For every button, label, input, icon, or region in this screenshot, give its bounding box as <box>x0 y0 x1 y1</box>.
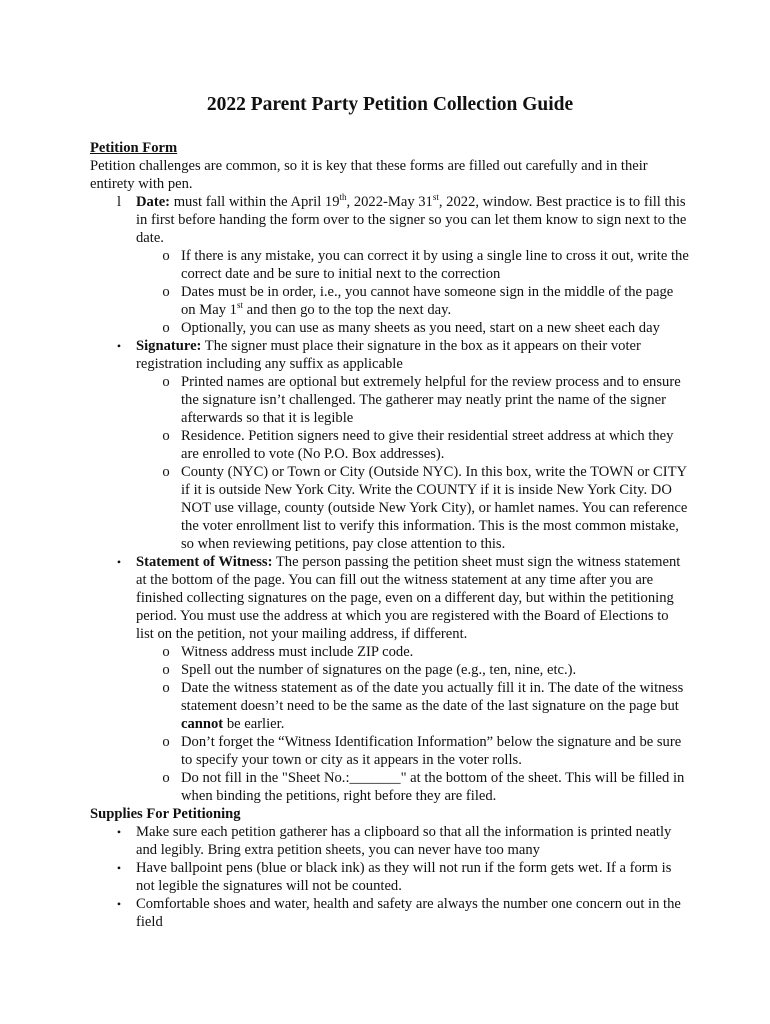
signature-label: Signature: <box>136 338 202 354</box>
list-marker: • <box>116 861 122 875</box>
sublist-item <box>136 661 690 679</box>
sublist-text: County (NYC) or Town or City (Outside NYC). In this box, write the TOWN or CITY if it is outside New York City. Write the COUNTY if it is inside New York City. DO NOT use village, county (outside New York City), or hamlet names. You can reference the voter enrollment list to verify this information. This is the most common mistake, so when reviewing petitions, pay close attention to this. <box>181 464 688 552</box>
list-marker: • <box>116 897 122 911</box>
list-item <box>90 823 690 859</box>
sublist-item <box>136 319 690 337</box>
sublist-text: Dates must be in order, i.e., you cannot have someone sign in the middle of the page on May 1 <box>181 284 674 318</box>
list-marker: • <box>116 339 122 353</box>
sublist-text: Spell out the number of signatures on the page (e.g., ten, nine, etc.). <box>181 662 577 678</box>
sublist-item <box>136 373 690 427</box>
sublist-item <box>136 733 690 769</box>
list-item-text: Have ballpoint pens (blue or black ink) as they will not run if the form gets wet. If a form is not legible the signatures will not be counted. <box>136 860 672 894</box>
sub-bullet-marker: o <box>162 644 170 660</box>
sublist-emphasis: cannot <box>181 716 224 732</box>
date-sup: st <box>432 192 439 203</box>
sub-bullet-marker: o <box>162 464 170 480</box>
sub-bullet-marker: o <box>162 734 170 750</box>
sublist-text: Date the witness statement as of the date you actually fill it in. The date of the witness statement doesn’t need to be the same as the date of the last signature on the page but <box>181 680 684 714</box>
date-label: Date: <box>136 194 171 210</box>
sublist-text: be earlier. <box>223 716 285 732</box>
sublist-text: Witness address must include ZIP code. <box>181 644 414 660</box>
petition-form-heading: Petition Form <box>90 140 178 156</box>
sublist-item <box>136 463 690 553</box>
sub-bullet-marker: o <box>162 320 170 336</box>
supplies-list <box>90 823 690 931</box>
witness-label: Statement of Witness: <box>136 554 273 570</box>
list-item-date <box>90 193 690 337</box>
sublist-item <box>136 283 690 319</box>
list-item-text: Make sure each petition gatherer has a clipboard so that all the information is printed neatly and legibly. Bring extra petition sheets, you can never have too many <box>136 824 672 858</box>
document-page <box>90 93 690 931</box>
list-item <box>90 859 690 895</box>
signature-text: The signer must place their signature in the box as it appears on their voter registration including any suffix as applicable <box>136 338 641 372</box>
date-sublist <box>136 247 690 337</box>
sublist-text: Do not fill in the "Sheet No.:_______" at the bottom of the sheet. This will be filled in when binding the petitions, right before they are filed. <box>181 770 685 804</box>
sublist-text: Don’t forget the “Witness Identification Information” below the signature and be sure to specify your town or city as it appears in the voter rolls. <box>181 734 682 768</box>
sub-bullet-marker: o <box>162 680 170 696</box>
sub-bullet-marker: o <box>162 662 170 678</box>
list-item-witness <box>90 553 690 805</box>
list-item-signature <box>90 337 690 553</box>
sublist-item <box>136 769 690 805</box>
sublist-text: and then go to the top the next day. <box>242 302 452 318</box>
date-text: , 2022, window. Best practice is to fill this in first before handing the form over to the signer so you can let them know to sign next to the date. <box>136 194 687 246</box>
witness-sublist <box>136 643 690 805</box>
sublist-item <box>136 679 690 733</box>
signature-sublist <box>136 373 690 553</box>
list-marker: • <box>116 555 122 569</box>
sub-bullet-marker: o <box>162 374 170 390</box>
sublist-item <box>136 247 690 283</box>
sub-bullet-marker: o <box>162 428 170 444</box>
sublist-text: Residence. Petition signers need to give their residential street address at which they are enrolled to vote (No P.O. Box addresses). <box>181 428 674 462</box>
supplies-heading: Supplies For Petitioning <box>90 806 241 822</box>
sublist-sup: st <box>236 300 243 311</box>
list-item-text: Comfortable shoes and water, health and safety are always the number one concern out in the field <box>136 896 681 930</box>
sublist-text: Optionally, you can use as many sheets as you need, start on a new sheet each day <box>181 320 660 336</box>
list-marker: • <box>116 825 122 839</box>
sub-bullet-marker: o <box>162 284 170 300</box>
sub-bullet-marker: o <box>162 248 170 264</box>
date-text: , 2022-May 31 <box>346 194 433 210</box>
petition-form-list <box>90 193 690 805</box>
list-item <box>90 895 690 931</box>
page-title: 2022 Parent Party Petition Collection Guide <box>206 94 574 115</box>
sublist-text: Printed names are optional but extremely helpful for the review process and to ensure the signature isn’t challenged. The gatherer may neatly print the name of the signer afterwards so that it is legible <box>181 374 681 426</box>
date-sup: th <box>339 192 347 203</box>
date-text: must fall within the April 19 <box>170 194 340 210</box>
witness-text: The person passing the petition sheet must sign the witness statement at the bottom of the page. You can fill out the witness statement at any time after you are finished collecting signatures on the page, even on a different day, but within the petitioning period. You must use the address at which you are registered with the Board of Elections to list on the petition, not your mailing address, if different. <box>136 554 681 642</box>
sublist-text: If there is any mistake, you can correct it by using a single line to cross it out, write the correct date and be sure to initial next to the correction <box>181 248 689 282</box>
list-marker: l <box>116 194 122 210</box>
sublist-item <box>136 427 690 463</box>
petition-form-intro: Petition challenges are common, so it is key that these forms are filled out carefully and in their entirety with pen. <box>90 158 648 192</box>
sublist-item <box>136 643 690 661</box>
sub-bullet-marker: o <box>162 770 170 786</box>
